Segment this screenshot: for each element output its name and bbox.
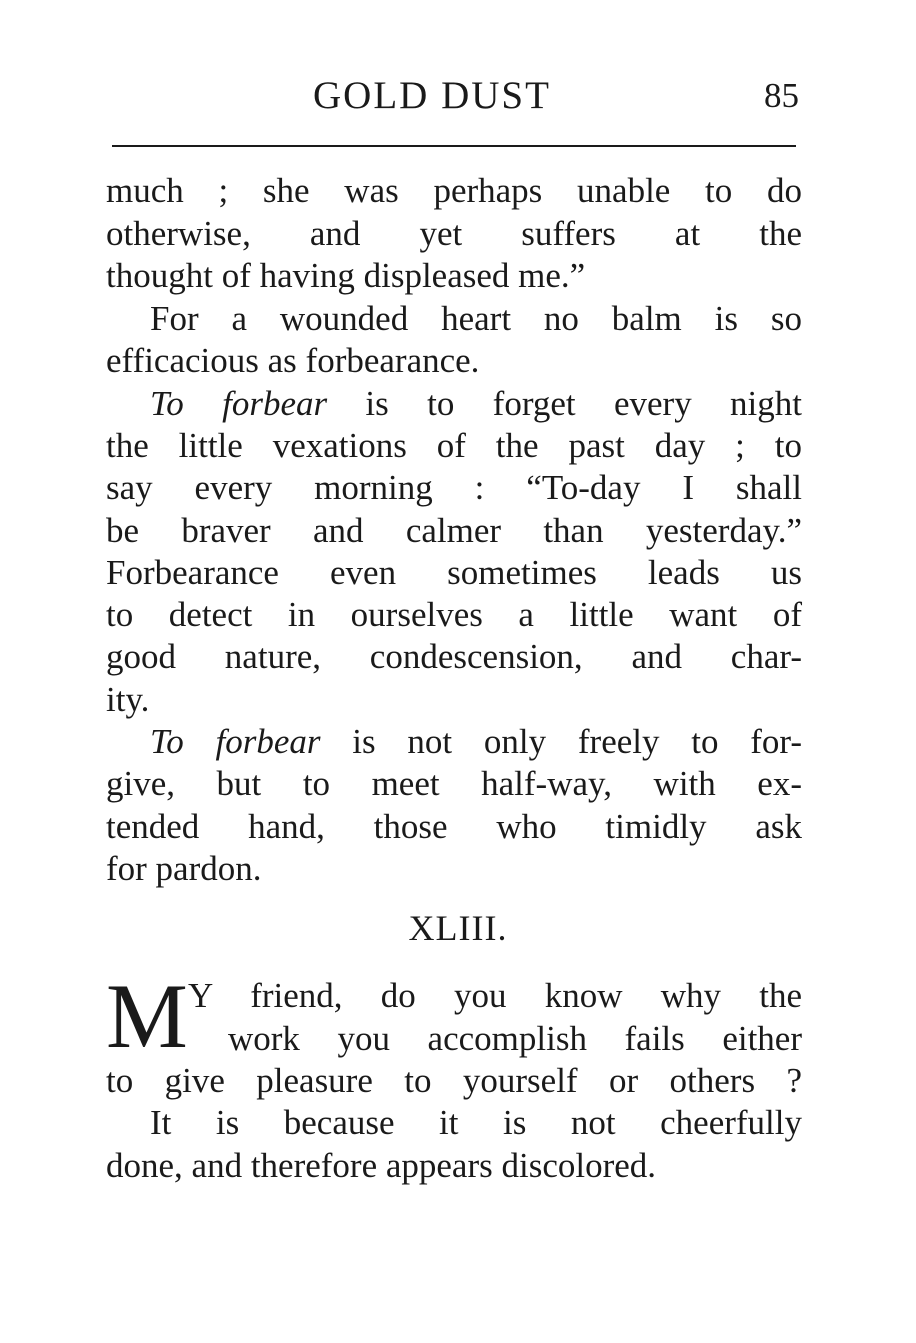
- text-line: say every morning : “To-day I shall: [106, 468, 802, 507]
- text-line: It is because it is not cheerfully: [150, 1103, 802, 1142]
- header-rule: [112, 145, 796, 147]
- text-line: much ; she was perhaps unable to do: [106, 171, 802, 210]
- text-line: Y friend, do you know why the: [188, 976, 802, 1015]
- italic-phrase: To forbear: [150, 384, 328, 423]
- page-number: 85: [764, 76, 799, 115]
- italic-phrase: To forbear: [150, 722, 321, 761]
- text-line: for pardon.: [106, 849, 262, 888]
- text-line: tended hand, those who timidly ask: [106, 807, 802, 846]
- text-line: work you accomplish fails either: [228, 1019, 802, 1058]
- text-line: Forbearance even sometimes leads us: [106, 553, 802, 592]
- text-line: [150, 383, 802, 425]
- drop-cap: M: [106, 965, 188, 1067]
- text-run: is to forget every night: [327, 384, 802, 423]
- text-line: done, and therefore appears discolored.: [106, 1146, 657, 1185]
- text-line: be braver and calmer than yesterday.”: [106, 511, 802, 550]
- text-line: to give pleasure to yourself or others ?: [106, 1061, 802, 1100]
- text-line: ity.: [106, 680, 150, 719]
- text-line: good nature, condescension, and char-: [106, 637, 802, 676]
- text-line: efficacious as forbearance.: [106, 341, 480, 380]
- text-line: to detect in ourselves a little want of: [106, 595, 802, 634]
- text-line: the little vexations of the past day ; to: [106, 426, 802, 465]
- running-title: GOLD DUST: [313, 74, 551, 117]
- text-line: thought of having displeased me.”: [106, 256, 586, 295]
- text-line: otherwise, and yet suffers at the: [106, 214, 802, 253]
- text-line: give, but to meet half-way, with ex-: [106, 764, 802, 803]
- text-line: [150, 721, 802, 763]
- text-line: For a wounded heart no balm is so: [150, 299, 802, 338]
- text-run: is not only freely to for-: [320, 722, 802, 761]
- section-heading: XLIII.: [408, 908, 508, 948]
